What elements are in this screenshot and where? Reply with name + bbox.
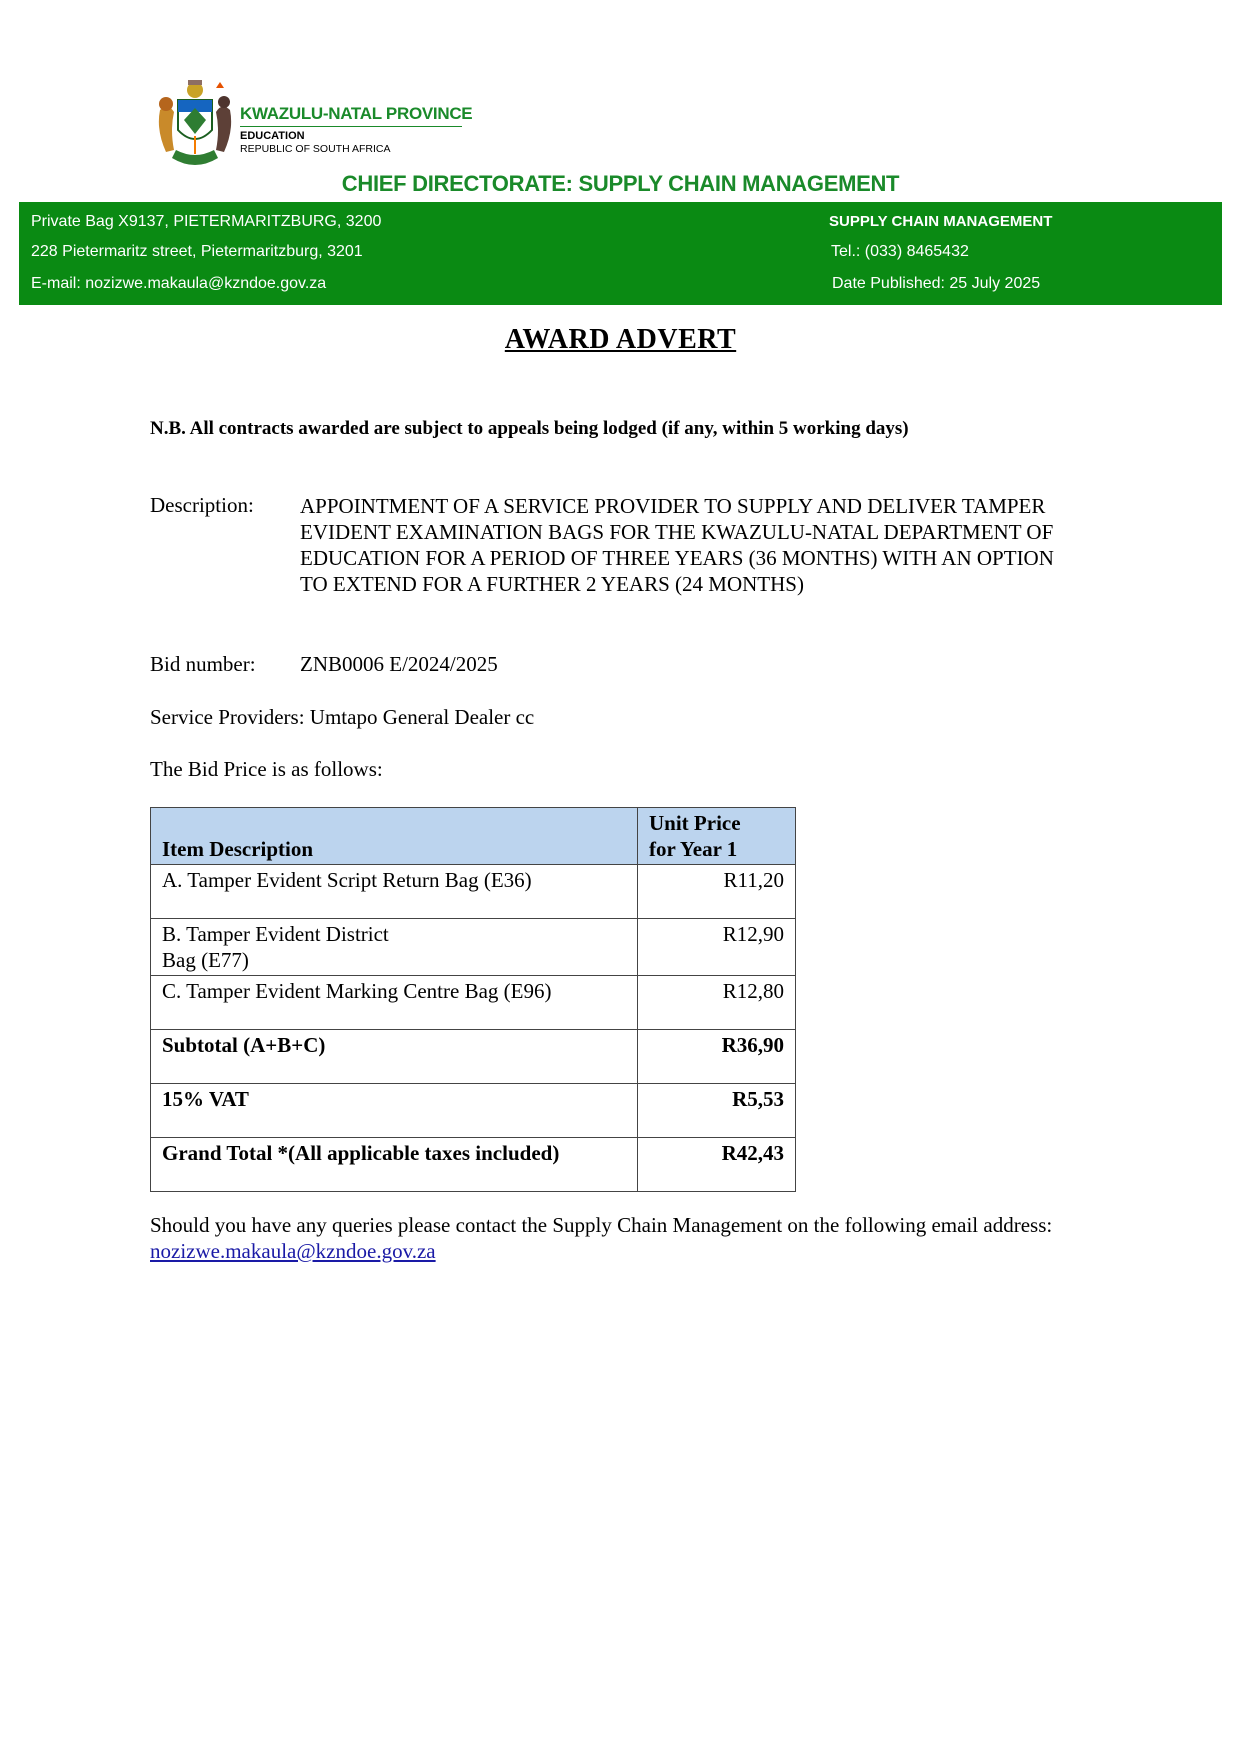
description-label: Description: <box>150 493 254 517</box>
grand-total-value: R42,43 <box>638 1138 796 1192</box>
grand-total-row <box>151 1138 796 1192</box>
bid-price-intro: The Bid Price is as follows: <box>150 757 383 781</box>
department-name: EDUCATION <box>240 130 305 142</box>
header-unit-price-line1: Unit Price <box>649 811 741 835</box>
contact-email-link[interactable]: nozizwe.makaula@kzndoe.gov.za <box>150 1239 436 1263</box>
price-table <box>150 807 796 1192</box>
contact-bar <box>19 202 1222 305</box>
row-item <box>151 919 638 976</box>
coat-of-arms-logo <box>150 70 240 170</box>
vat-row <box>151 1084 796 1138</box>
row-price: R12,90 <box>638 919 796 976</box>
vat-label: 15% VAT <box>151 1084 638 1138</box>
description-text: APPOINTMENT OF A SERVICE PROVIDER TO SUPPLY AND DELIVER TAMPER EVIDENT EXAMINATION BAGS FOR THE KWAZULU-NATAL DEPARTMENT OF EDUCATION FOR A PERIOD OF THREE YEARS (36 MONTHS) WITH AN OPTION TO EXTEND FOR A FURTHER 2 YEARS (24 MONTHS) <box>300 494 1054 596</box>
table-row <box>151 865 796 919</box>
row-price: R12,80 <box>638 976 796 1030</box>
subtotal-row <box>151 1030 796 1084</box>
row-item-line1: B. Tamper Evident District <box>162 922 389 946</box>
telephone: Tel.: (033) 8465432 <box>831 243 969 260</box>
date-published: Date Published: 25 July 2025 <box>832 275 1041 292</box>
row-item: A. Tamper Evident Script Return Bag (E36) <box>151 865 638 919</box>
street-address: 228 Pietermaritz street, Pietermaritzburg, 3201 <box>31 243 363 260</box>
brand-block <box>240 104 473 155</box>
unit-name: SUPPLY CHAIN MANAGEMENT <box>829 213 1053 230</box>
vat-value: R5,53 <box>638 1084 796 1138</box>
subtotal-value: R36,90 <box>638 1030 796 1084</box>
row-item-line2: Bag (E77) <box>162 948 249 972</box>
chief-directorate-heading: CHIEF DIRECTORATE: SUPPLY CHAIN MANAGEMENT <box>341 171 900 196</box>
table-row <box>151 976 796 1030</box>
table-header-row <box>151 808 796 865</box>
appeal-notice: N.B. All contracts awarded are subject to appeals being lodged (if any, within 5 working days) <box>150 418 909 439</box>
grand-total-label: Grand Total *(All applicable taxes included) <box>151 1138 638 1192</box>
contact-text: Should you have any queries please contact the Supply Chain Management on the following email address: <box>150 1213 1053 1237</box>
contact-paragraph <box>150 1212 1080 1264</box>
bid-number-label: Bid number: <box>150 652 256 676</box>
subtotal-label: Subtotal (A+B+C) <box>151 1030 638 1084</box>
table-row <box>151 919 796 976</box>
header-item-description: Item Description <box>151 808 638 865</box>
page-title: AWARD ADVERT <box>504 324 737 355</box>
province-name: KWAZULU-NATAL PROVINCE <box>240 104 462 127</box>
header-unit-price-line2: for Year 1 <box>649 837 738 861</box>
bid-number-value: ZNB0006 E/2024/2025 <box>300 652 498 676</box>
row-price: R11,20 <box>638 865 796 919</box>
header-unit-price <box>638 808 796 865</box>
service-providers: Service Providers: Umtapo General Dealer cc <box>150 705 535 729</box>
country-name: REPUBLIC OF SOUTH AFRICA <box>240 143 391 155</box>
row-item: C. Tamper Evident Marking Centre Bag (E96) <box>151 976 638 1030</box>
email-address: E-mail: nozizwe.makaula@kzndoe.gov.za <box>31 275 327 292</box>
page-title-wrap <box>0 324 1241 356</box>
postal-address: Private Bag X9137, PIETERMARITZBURG, 3200 <box>31 213 382 230</box>
